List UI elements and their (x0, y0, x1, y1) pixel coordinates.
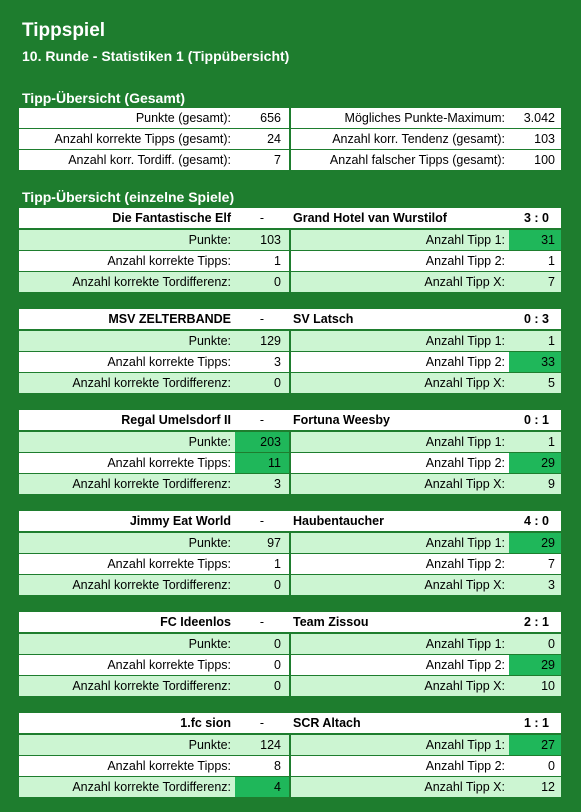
tip1-value: 1 (548, 334, 555, 348)
stat-label: Anzahl Tipp X: (424, 376, 505, 390)
stat-row-diff (19, 676, 561, 696)
stat-label: Punkte: (188, 334, 231, 348)
away-team: Grand Hotel van Wurstilof (293, 211, 447, 225)
stat-row-correct (19, 352, 561, 373)
vs-dash: - (259, 716, 265, 730)
match-score: 0 : 1 (523, 413, 549, 427)
correct-value: 8 (274, 759, 281, 773)
away-team: SV Latsch (293, 312, 354, 326)
stat-label: Punkte: (188, 233, 231, 247)
stat-label: Anzahl Tipp 1: (425, 435, 505, 449)
match-header (19, 208, 561, 230)
game-block (19, 410, 561, 494)
page-title: Tippspiel (22, 20, 106, 41)
stat-label: Anzahl korrekte Tipps: (107, 759, 231, 773)
diff-value: 0 (274, 275, 281, 289)
stat-label: Anzahl Tipp X: (424, 477, 505, 491)
match-header (19, 410, 561, 432)
stat-label: Anzahl korrekte Tordifferenz: (72, 679, 231, 693)
away-team: SCR Altach (293, 716, 361, 730)
match-header (19, 511, 561, 533)
vs-dash: - (259, 211, 265, 225)
diff-value: 3 (274, 477, 281, 491)
stat-label: Anzahl korrekte Tordifferenz: (72, 780, 231, 794)
stat-label: Anzahl Tipp 2: (425, 557, 505, 571)
tip2-value: 33 (509, 352, 561, 372)
stat-label: Anzahl Tipp 1: (425, 536, 505, 550)
correct-value: 1 (274, 254, 281, 268)
points-value: 0 (274, 637, 281, 651)
tip1-value: 27 (509, 735, 561, 755)
home-team: Jimmy Eat World (129, 514, 231, 528)
stat-label: Anzahl Tipp 1: (425, 334, 505, 348)
overview-value: 3.042 (523, 111, 555, 125)
away-team: Haubentaucher (293, 514, 384, 528)
home-team: MSV ZELTERBANDE (108, 312, 231, 326)
correct-value: 1 (274, 557, 281, 571)
stat-row-diff (19, 474, 561, 494)
home-team: 1.fc sion (180, 716, 231, 730)
overview-label: Anzahl korr. Tendenz (gesamt): (332, 132, 505, 146)
stat-row-diff (19, 575, 561, 595)
correct-value: 0 (274, 658, 281, 672)
points-value: 129 (260, 334, 281, 348)
stat-label: Punkte: (188, 738, 231, 752)
correct-value: 11 (235, 453, 289, 473)
tipx-value: 9 (548, 477, 555, 491)
stat-label: Anzahl korrekte Tipps: (107, 355, 231, 369)
tipx-value: 5 (548, 376, 555, 390)
stat-label: Punkte: (188, 637, 231, 651)
tipx-value: 10 (541, 679, 555, 693)
tip2-value: 0 (548, 759, 555, 773)
game-block (19, 309, 561, 393)
game-block (19, 713, 561, 797)
stat-row-points (19, 533, 561, 554)
tipx-value: 7 (548, 275, 555, 289)
overview-value: 7 (274, 153, 281, 167)
diff-value: 0 (274, 578, 281, 592)
match-score: 2 : 1 (523, 615, 549, 629)
stat-label: Anzahl korrekte Tordifferenz: (72, 578, 231, 592)
stat-label: Anzahl korrekte Tordifferenz: (72, 376, 231, 390)
tip2-value: 29 (509, 655, 561, 675)
stat-row-correct (19, 251, 561, 272)
overview-value: 103 (534, 132, 555, 146)
stat-label: Anzahl korrekte Tordifferenz: (72, 275, 231, 289)
match-score: 1 : 1 (523, 716, 549, 730)
stat-label: Anzahl Tipp 2: (425, 254, 505, 268)
stat-label: Punkte: (188, 435, 231, 449)
stat-row-points (19, 432, 561, 453)
stat-label: Anzahl korrekte Tipps: (107, 557, 231, 571)
stat-row-points (19, 735, 561, 756)
match-score: 3 : 0 (523, 211, 549, 225)
tip1-value: 1 (548, 435, 555, 449)
overview-label: Anzahl falscher Tipps (gesamt): (329, 153, 505, 167)
stat-label: Anzahl Tipp 1: (425, 233, 505, 247)
vs-dash: - (259, 514, 265, 528)
match-score: 4 : 0 (523, 514, 549, 528)
stat-row-diff (19, 373, 561, 393)
vs-dash: - (259, 413, 265, 427)
vs-dash: - (259, 312, 265, 326)
stat-label: Anzahl Tipp 2: (425, 658, 505, 672)
overview-table (19, 108, 561, 170)
overview-value: 24 (267, 132, 281, 146)
diff-value: 4 (235, 777, 289, 797)
overview-label: Anzahl korrekte Tipps (gesamt): (54, 132, 231, 146)
stat-row-correct (19, 756, 561, 777)
game-block (19, 511, 561, 595)
stat-label: Anzahl Tipp 2: (425, 759, 505, 773)
home-team: FC Ideenlos (160, 615, 231, 629)
overview-row (19, 150, 561, 170)
stat-label: Anzahl Tipp X: (424, 578, 505, 592)
tip2-value: 1 (548, 254, 555, 268)
stat-row-correct (19, 655, 561, 676)
away-team: Fortuna Weesby (293, 413, 391, 427)
stat-row-correct (19, 453, 561, 474)
stat-label: Anzahl Tipp 2: (425, 456, 505, 470)
stat-row-points (19, 331, 561, 352)
stat-label: Anzahl Tipp 1: (425, 637, 505, 651)
stat-row-diff (19, 777, 561, 797)
diff-value: 0 (274, 679, 281, 693)
tip1-value: 31 (509, 230, 561, 250)
points-value: 203 (235, 432, 289, 452)
overview-row (19, 108, 561, 129)
overview-row (19, 129, 561, 150)
correct-value: 3 (274, 355, 281, 369)
stat-label: Anzahl Tipp 1: (425, 738, 505, 752)
match-score: 0 : 3 (523, 312, 549, 326)
stat-label: Anzahl korrekte Tipps: (107, 254, 231, 268)
stat-label: Anzahl Tipp X: (424, 275, 505, 289)
tip2-value: 7 (548, 557, 555, 571)
page-subtitle: 10. Runde - Statistiken 1 (Tippübersicht) (22, 48, 290, 64)
stat-row-points (19, 230, 561, 251)
overview-label: Mögliches Punkte-Maximum: (344, 111, 505, 125)
game-block (19, 612, 561, 696)
tip2-value: 29 (509, 453, 561, 473)
home-team: Regal Umelsdorf II (121, 413, 231, 427)
home-team: Die Fantastische Elf (112, 211, 231, 225)
overview-label: Anzahl korr. Tordiff. (gesamt): (68, 153, 231, 167)
stat-label: Anzahl korrekte Tordifferenz: (72, 477, 231, 491)
overview-value: 100 (534, 153, 555, 167)
overview-label: Punkte (gesamt): (135, 111, 231, 125)
stat-label: Anzahl Tipp 2: (425, 355, 505, 369)
stat-label: Anzahl Tipp X: (424, 679, 505, 693)
match-header (19, 309, 561, 331)
away-team: Team Zissou (293, 615, 369, 629)
stat-label: Anzahl korrekte Tipps: (107, 456, 231, 470)
stat-label: Punkte: (188, 536, 231, 550)
overview-heading: Tipp-Übersicht (Gesamt) (22, 90, 186, 106)
match-header (19, 612, 561, 634)
diff-value: 0 (274, 376, 281, 390)
stat-label: Anzahl korrekte Tipps: (107, 658, 231, 672)
games-heading: Tipp-Übersicht (einzelne Spiele) (22, 189, 235, 205)
points-value: 103 (260, 233, 281, 247)
tipx-value: 12 (541, 780, 555, 794)
stat-row-correct (19, 554, 561, 575)
stat-label: Anzahl Tipp X: (424, 780, 505, 794)
tip1-value: 29 (509, 533, 561, 553)
game-block (19, 208, 561, 292)
vs-dash: - (259, 615, 265, 629)
points-value: 97 (267, 536, 281, 550)
overview-value: 656 (260, 111, 281, 125)
stat-row-diff (19, 272, 561, 292)
tipx-value: 3 (548, 578, 555, 592)
match-header (19, 713, 561, 735)
stat-row-points (19, 634, 561, 655)
tip1-value: 0 (548, 637, 555, 651)
points-value: 124 (260, 738, 281, 752)
